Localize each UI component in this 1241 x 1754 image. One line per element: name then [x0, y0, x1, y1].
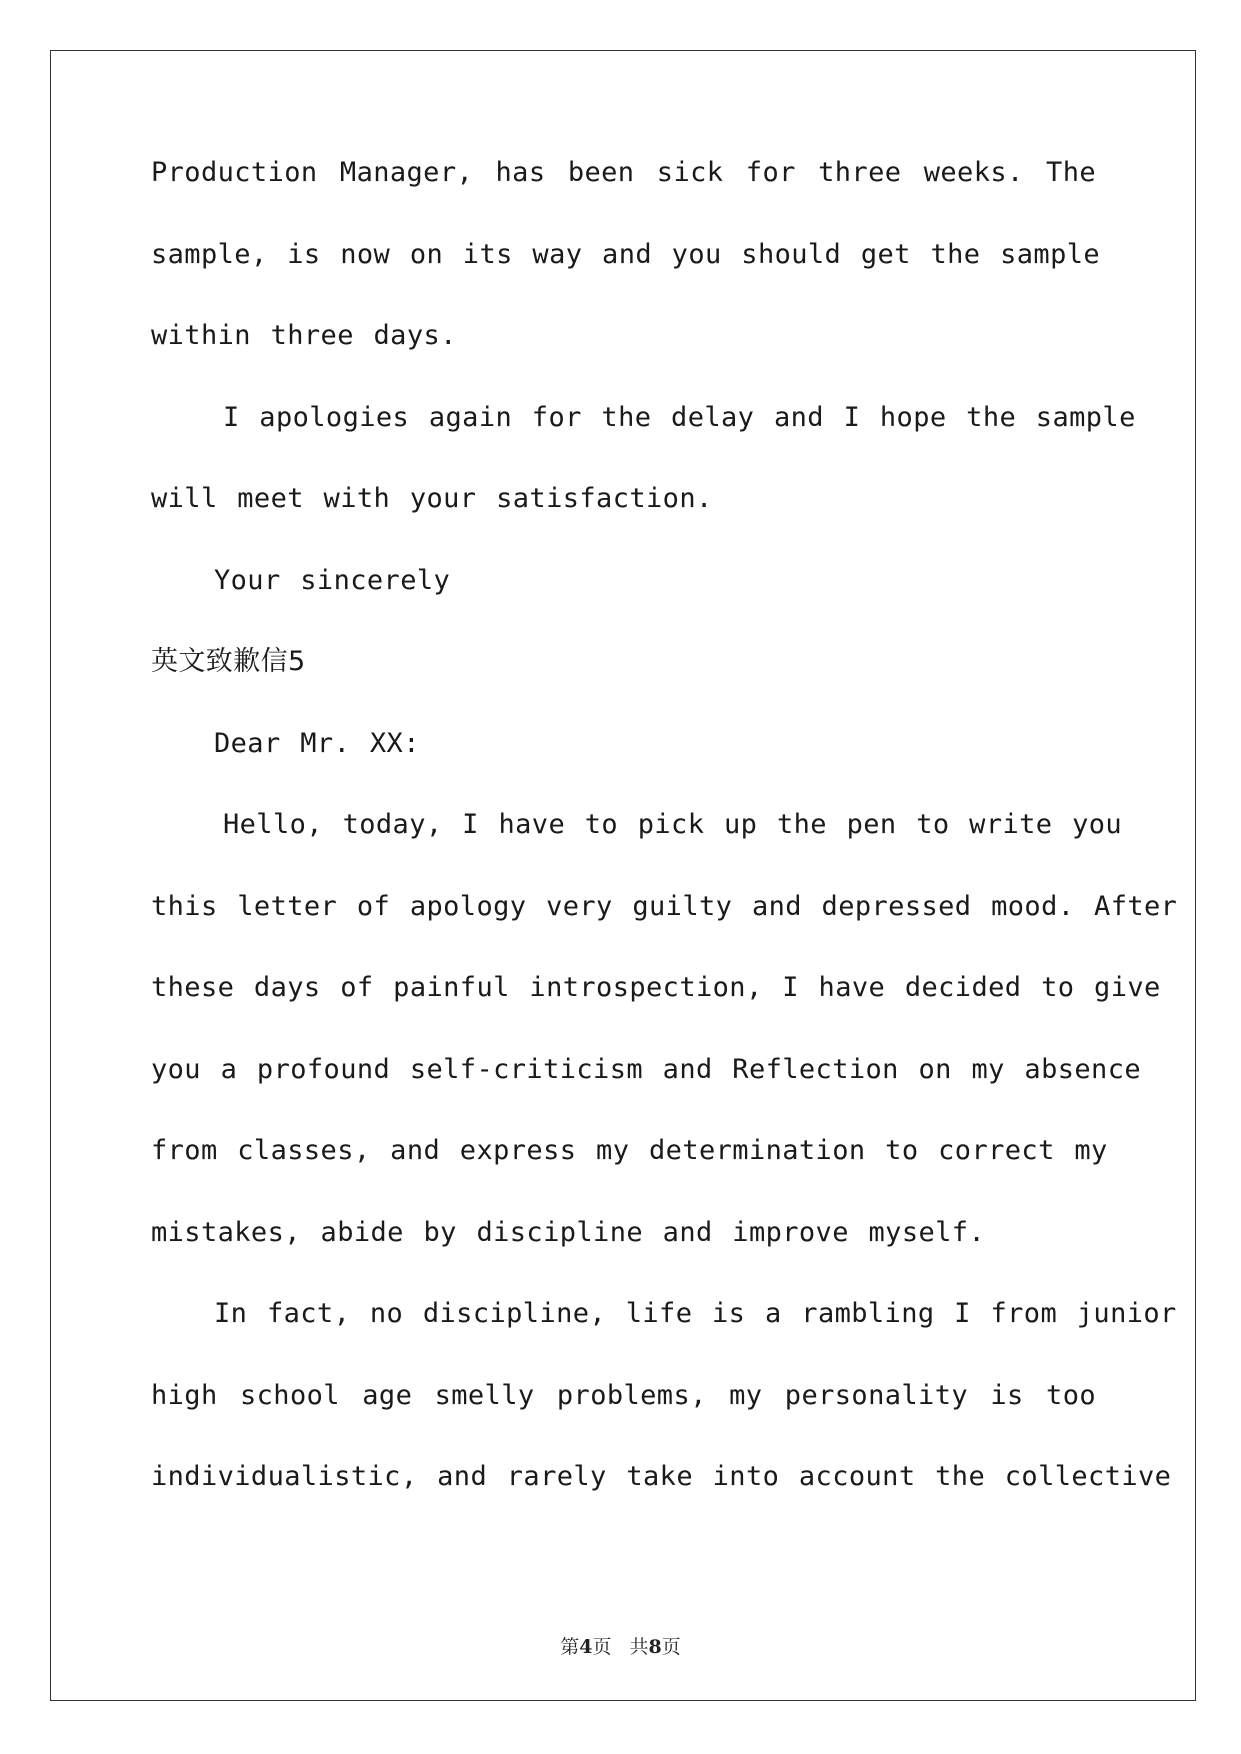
text-line: Production Manager, has been sick for three weeks. The [151, 157, 1096, 188]
footer-page-number: 4 [579, 1636, 593, 1658]
text-line: individualistic, and rarely take into account the collective [151, 1461, 1172, 1492]
text-line: will meet with your satisfaction. [151, 483, 713, 514]
text-line: within three days. [151, 320, 457, 351]
text-line: mistakes, abide by discipline and improve myself. [151, 1216, 986, 1248]
text-line: sample, is now on its way and you should get the sample [151, 238, 1101, 270]
document-body [151, 157, 1178, 1544]
closing-line: Your sincerely [214, 564, 451, 596]
text-line: you a profound self-criticism and Reflection on my absence [151, 1053, 1142, 1085]
footer-total-suffix: 页 [661, 1636, 681, 1658]
footer-prefix: 第 [560, 1636, 580, 1658]
page-footer [0, 1632, 1241, 1659]
text-line: high school age smelly problems, my personality is too [151, 1379, 1096, 1411]
salutation-line: Dear Mr. XX: [214, 727, 420, 759]
text-line: from classes, and express my determination to correct my [151, 1135, 1108, 1166]
text-line: I apologies again for the delay and I hope the sample [223, 401, 1136, 433]
footer-total-prefix: 共 [629, 1636, 649, 1658]
text-line: these days of painful introspection, I have decided to give [151, 972, 1161, 1003]
text-line: this letter of apology very guilty and depressed mood. After [151, 890, 1178, 922]
text-line: Hello, today, I have to pick up the pen to write you [223, 809, 1123, 840]
section-heading: 英文致歉信5 [151, 646, 306, 677]
footer-total-pages: 8 [648, 1636, 662, 1658]
text-line: In fact, no discipline, life is a rambling I from junior [214, 1298, 1177, 1329]
footer-page-suffix: 页 [592, 1636, 612, 1658]
